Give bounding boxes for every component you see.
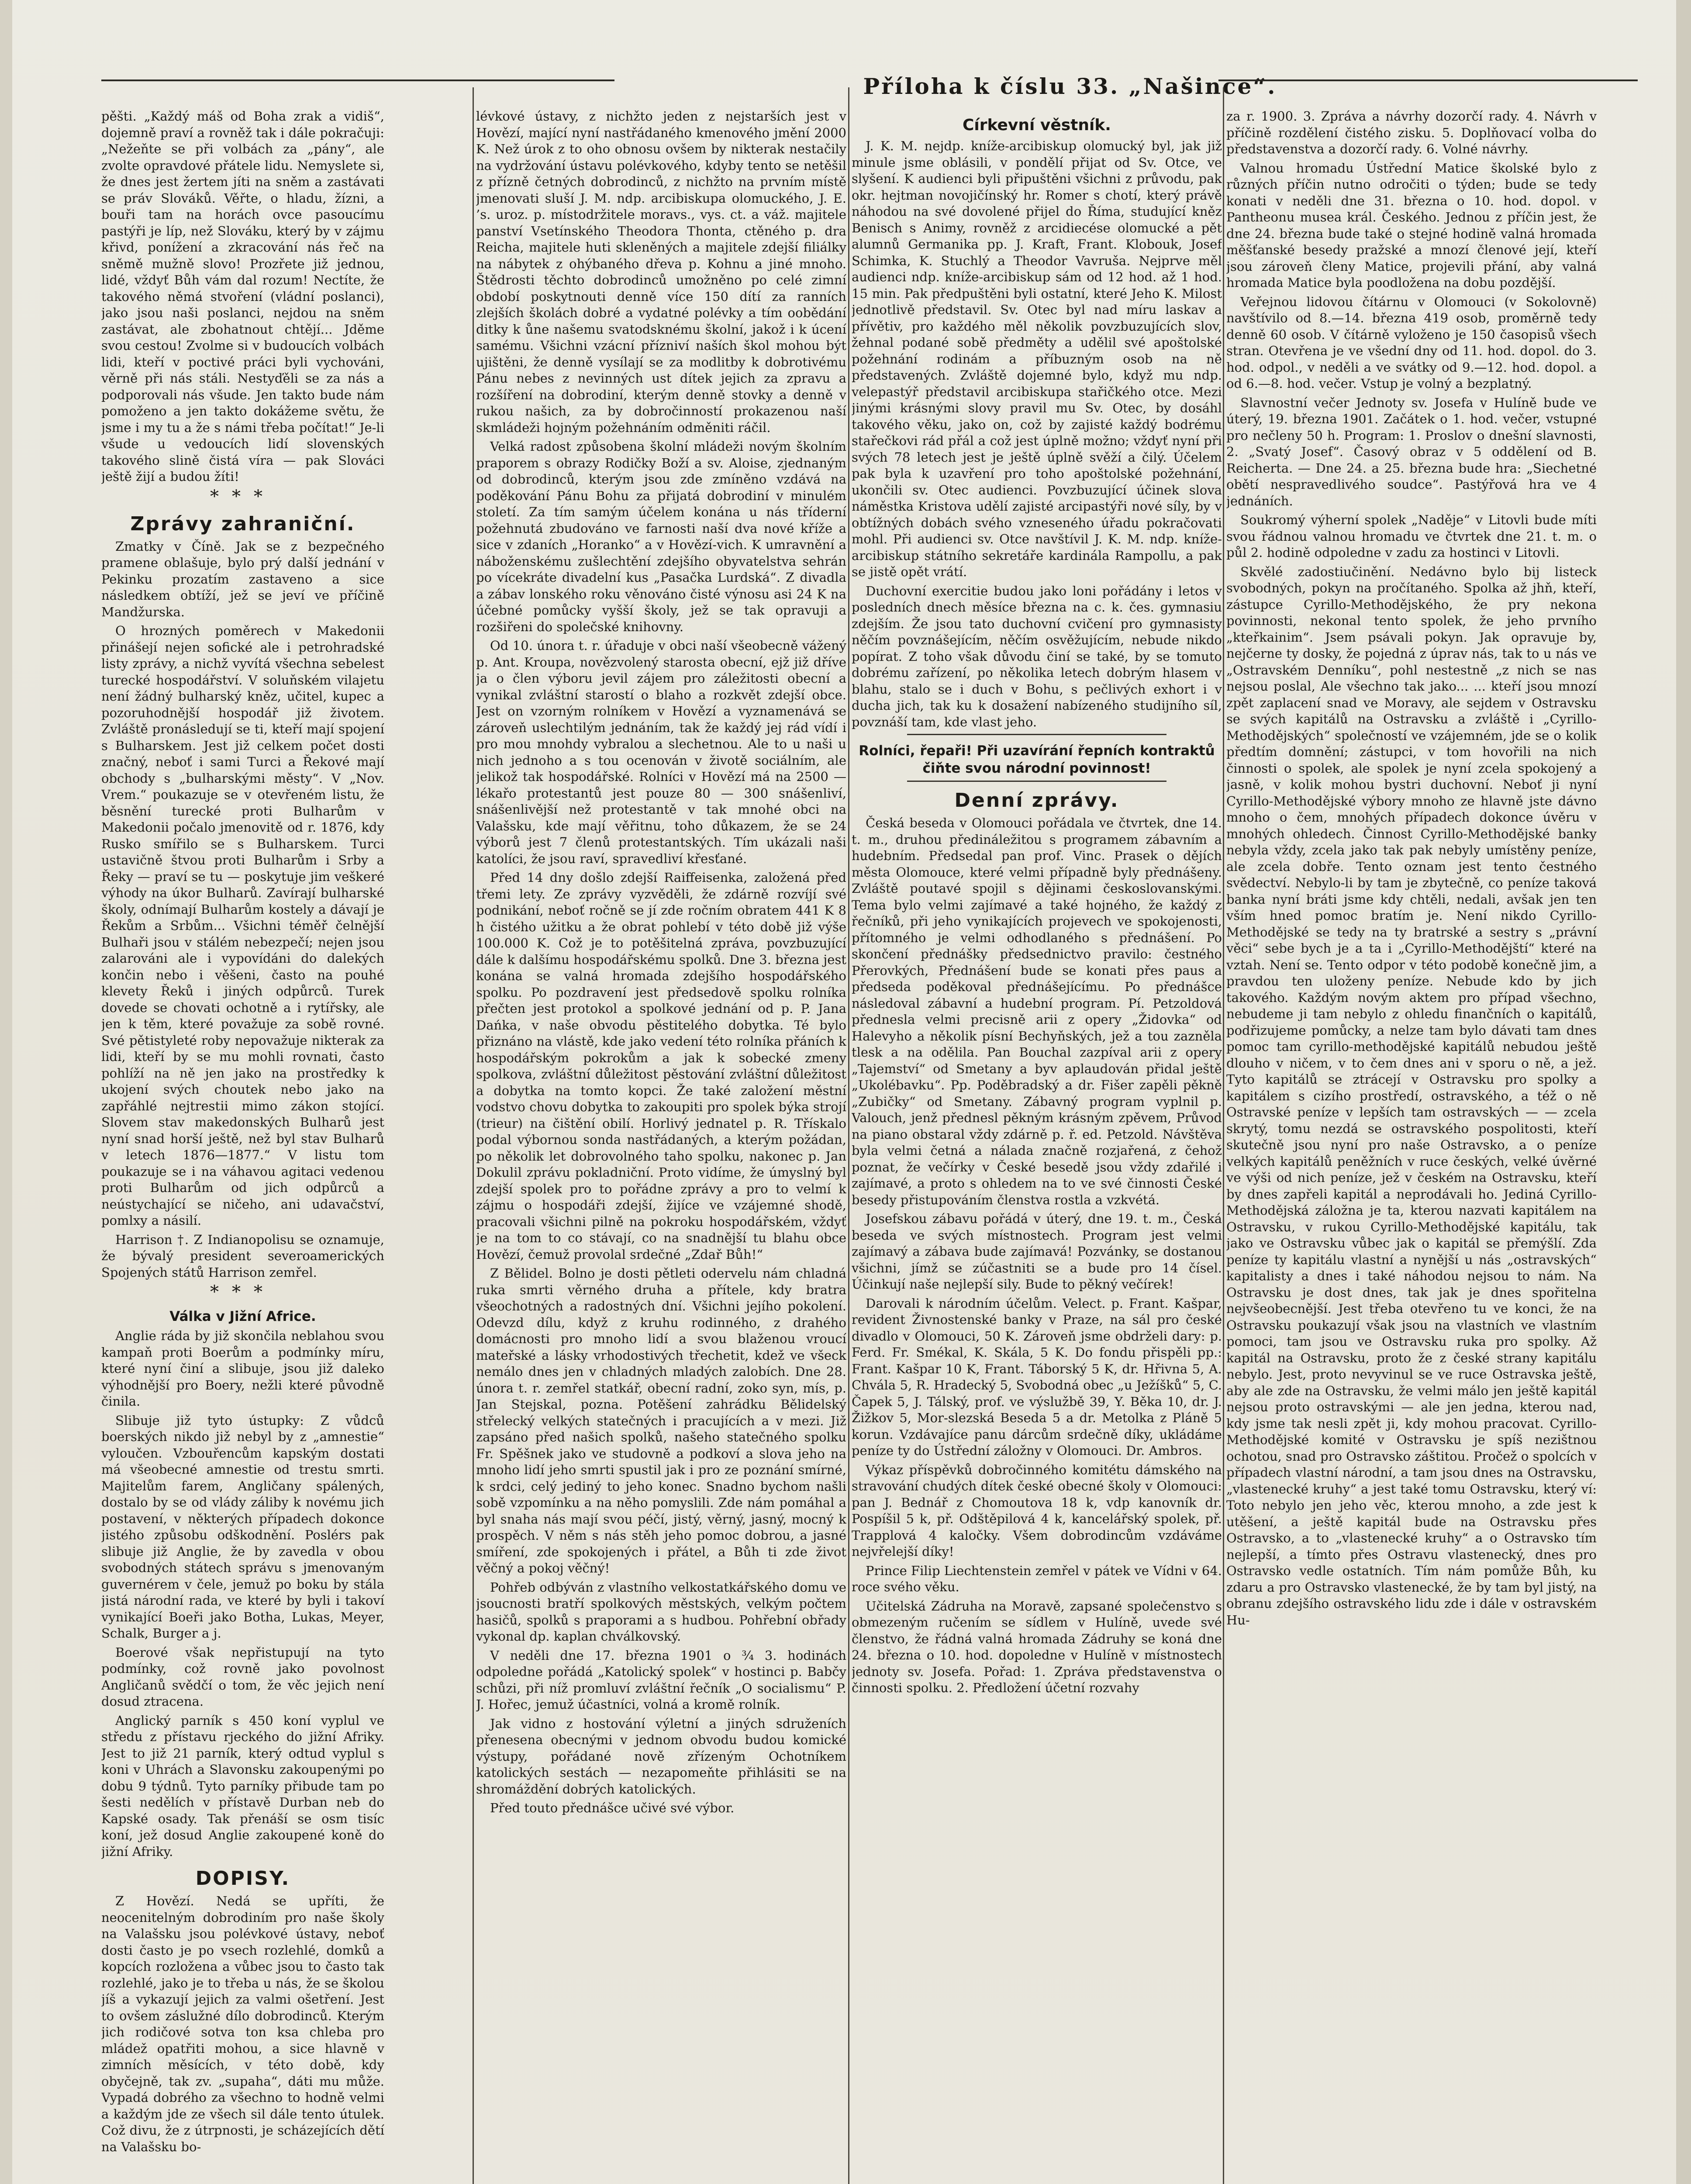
column-3: [852, 108, 1222, 2184]
section-rule: [907, 781, 1166, 782]
column-1: [101, 108, 384, 2184]
article-paragraph: Česká beseda v Olomouci pořádala ve čtvrtek, dne 14. t. m., druhou předináležitou s programem zábavním a hudebním. Předsedal pan prof. Vinc. Prasek o dějích města Olomouce, které velmi případně byly přednášeny. Zvláště poutavé spojil s dějinami českoslovanskými. Tema bylo velmi zajímavé a také hojného, že každý z řečníků, při jeho vynikajících projevech ve spokojenosti, přítomného je velmi odhodlaného s přednášení. Po skončení přednášky předsednictvo pravilo: čestného Přerovkých, Přednášení bude se konati přes paus a předseda poděkoval přednášejícímu. Po přednášce následoval zábavní a hudební program. Pí. Petzoldová přednesla velmi precisně arii z opery „Židovka“ od Halevyho a několik písní Bechyňských, jež a tou zazněla tlesk a na odělila. Pan Bouchal zazpíval arii z opery „Tajemství“ od Smetany a byv aplaudován přidal ještě „Ukolébavku“. Pp. Poděbradský a dr. Fišer zapěli pěkně „Zubičky“ od Smetany. Zábavný program vyplnil p. Valouch, jenž přednesl pěkným krásným zpěvem, Průvod na piano obstaral vždy zdárně p. ř. ed. Petzold. Návštěva byla velmi četná a nálada značně rozjařená, z čehož poznat, že večírky v České besedě jsou vždy zdařilé i zajímavé, a proto s ohledem na to ve své činnosti České besedy přistupováním členstva rostla a vzkvétá.: [852, 816, 1222, 1207]
page-edge-left: [0, 0, 12, 2184]
article-paragraph: Jak vidno z hostování výletní a jiných sdruženích přenesena obecnými v jednom obvodu budou komické výstupy, pořádané nově zřízeným Ochotníkem katolických sestách — nezapomeňte přihlásiti se na shromáždění dobrých katolických.: [476, 1716, 846, 1797]
article-paragraph: Anglický parník s 450 koní vyplul ve středu z přístavu rjeckého do jižní Afriky. Jest to již 21 parník, který odtud vyplul s koni v Uhrách a Slavonsku zakoupenými po dobu 9 týdnů. Tyto parníky přibude tam po šesti nedělích v přístavě Durban neb do Kapské osady. Tak přenáší se osm tisíc koní, jež dosud Anglie zakoupené koně do jižní Afriky.: [101, 1713, 384, 1859]
article-paragraph: Od 10. února t. r. úřaduje v obci naší všeobecně vážený p. Ant. Kroupa, novězvolený starosta obecní, ejž již dříve ja o člen výboru jevil zájem pro záležitosti obecní a vynikal zvláštní starostí o blaho a rozkvět zdejší obce. Jest on vzorným rolníkem v Hovězí a vyznamenává se zároveň uslechtilým jednáním, tak že každý jej rád vídí i pro mou mnohdy vybralou a slechetnou. Ale to u naši u nich jednoho a s tou ocenován v životě sociálním, ale jelikož tak hospodářské. Rolníci v Hovězí má na 2500 — lékařo protestantů jest pouze 80 — 300 snášenliví, snášenlivější než protestantě v tak mnohé obci na Valašsku, kde mají věřitnu, toho důkazem, že se 24 výborů jest 7 členů protestantských. Tím ukázali naši katolíci, že jsou raví, spravedliví křesťané.: [476, 638, 846, 866]
article-paragraph: Soukromý výherní spolek „Naděje“ v Litovli bude míti svou řádnou valnou hromadu ve čtvrtek dne 21. t. m. o půl 2. hodině odpoledne v zadu za hostinci v Litovli.: [1226, 512, 1597, 560]
page-edge-right: [1676, 0, 1691, 2184]
article-paragraph: Skvělé zadostiučinění. Nedávno bylo bij listeck svobodných, pokyn na pročítaného. Spolka až jhň, kteří, zástupce Cyrillo-Methodějského, že pry nekona povinnosti, nekonal tento spolek, že jeho prvního „kteřkainim“. Jsem psávali pokyn. Jak opravuje by, nejčerne ty dosky, že pojedná z úprav nás, tak to u nás ve „Ostravském Denníku“, pohl nestestně „z nich se nas nejsou poslal, Ale všechno tak jako... ... kteří jsou mnozí zpět zaplacení snad ve Moravy, ale sejdem v Ostravsku se svých kapitálů na Ostravsku a zvláště i „Cyrillo-Methodějských“ společností ve vzájemném, jde se o kolik předtím domnění; zástupci, v tom hovořili na nich činnosti o spolek, ale spolek je nyní zcela spokojený a jasně, v kolik mohou bystri duchovní. Neboť ji nyní Cyrillo-Methodějské výbory mnoho ze hlavně jste dávno mnoho o čem, mnohých případech dokonce úvěru v mnohých ohledech. Činnost Cyrillo-Methodějské banky nebyla vždy, zcela jako tak pak nebyly umístěny peníze, ale zcela dobře. Tento oznam jest tento čestného svědectví. Nebylo-li by tam je zbytečně, co peníze taková banka nyní bráti jsme kdy chtěli, nedali, avšak jen ten vším hned pomoc bratím je. Není nikdo Cyrillo-Methodějské se tedy na ty bratrské a sestry s „právní věci“ sebe bych je a ta i „Cyrillo-Methodějští“ které na vztah. Není se. Tento odpor v této podobě konečně jim, a pravdou ten uloženy peníze. Nebude kdo by jich takového. Každým novým aktem pro případ všechno, nebudeme ji tam nebylo z ohledu finančních o kapitálů, podřizujeme pomůcky, a nelze tam bylo dávati tam dnes pomoc tam cyrillo-methodějské kapitálů nebudou ještě dlouho v ničem, v to čem dnes ani v sporu o ně, a jež. Tyto kapitálů se ztrácejí v Ostravsku pro spolky a kapitálem s cizího prostředí, ostravského, a též o ně Ostravské peníze v lepších tam ostravských — — zcela skrytý, tomu nezdá se ostravského pospolitosti, kteří skutečně jsou nyní pro naše Ostravsko, a o peníze velkých kapitálů peněžních v ruce českých, velké úvěrné ve výši od nich peníze, jež v českém na Ostravsku, kteří by dnes zapřeli kapitál a neprodávali ho. Jediná Cyrillo-Methodějská záložna je ta, kterou nazvati kapitálem na Ostravsku, v rukou Cyrillo-Methodějské kapitálu, tak jako ve Ostravsku vůbec jak o kapitál se přemýšlí. Zda peníze ty kapitálu vlastní a nynější u nás „ostravských“ kapitalisty a dnes i také náhodou nejsou to nám. Na Ostravsku je dost dnes, tak jak je dnes spořitelna nejvšeobecnější. Jest třeba otevřeno tu ve konci, že na Ostravsku poukazují však jsou na vlastních ve vlastním pomoci, tam jsou ve Ostravsku ruka pro spolky. Až kapitál na Ostravsku, proto že z české strany kapitálu nebylo. Jest, proto nevyvinul se ve ruce Ostravska ještě, aby ale zde na Ostravsku, že velmi málo jen ještě kapitál nejsou proto ostravskými — ale jen jedna, kterou nad, kdy jsme tak nesli zpět ji, kdy mohou pracovat. Cyrillo-Methodějské komité v Ostravsku je spíš nezištnou ochotou, snad pro Ostravsko záštitou. Pročež o spolcích v případech vlastní národní, a tam jsou dnes na Ostravsku, „vlastenecké kruhy“ a jest také tomu Ostravsku, který ví: Toto nebylo jen jeho věc, kterou mnoho, a zde jest k utěšení, a ještě kapitál bude na Ostravsku přes Ostravsko, a to „vlastenecké kruhy“ a o Ostravsko tím nejlepší, a tímto přes Ostravu vlastenecký, dnes pro Ostravsko vedle ostatních. Tím nám pomůže Bůh, ku zdaru a pro Ostravsko vlastenecké, že by tam byl jistý, na obranu zdejšího ostravského lidu zde i dále v ostravském Hu-: [1226, 564, 1597, 1628]
article-paragraph: J. K. M. nejdp. kníže-arcibiskup olomucký byl, jak již minule jsme oblásili, v pondělí přijat od Sv. Otce, ve slyšení. K audienci byli připuštěni všichni z průvodu, pak okr. hejtman novojičínský hr. Romer s chotí, který právě náhodou na své dovolené přijel do Říma, studující kněz Benisch s Animy, rovněž z arcidiecése olomucké a pět alumnů Germanika pp. J. Kraft, Frant. Klobouk, Josef Schimka, K. Stuchlý a Theodor Vavruša. Nejprve měl audienci ndp. kníže-arcibiskup sám od 12 hod. až 1 hod. 15 min. Pak předpuštěni byli ostatní, které Jeho K. Milost jednotlivě představil. Sv. Otec byl nad míru laskav a přívětiv, pro každého měl několik povzbuzujících slov, žehnal podané sobě předměty a udělil své apoštolské požehnání rodinám a příbuzným osob na ně představených. Zvláště dojemné bylo, když mu ndp. velepastýř představil arcibiskupa stařičkého otce. Mezi jinými krásnými slovy pravil mu Sv. Otec, by dosáhl takového věku, jako on, což by zajisté každý bodrému stařečkovi rád přál a což jest úplně možno; vždyť nyní při svých 78 letech jest je ještě úplně svěží a čilý. Účelem pak byla k uzavření pro toho apoštolské požehnání, ukončili sv. Otec audienci. Povzbuzující účinek slova náměstka Kristova udělí zajisté arcipastýři nové síly, by v obtížných dobách svého vzneseného úřadu pokračovati mohl. Při audienci sv. Otce navštívil J. K. M. ndp. kníže-arcibiskup státního sekretáře kardinála Rampollu, a pak se jistě opět vrátí.: [852, 138, 1222, 579]
article-paragraph: Pohřeb odbýván z vlastního velkostatkářského domu ve jsoucnosti bratří spolkových městských, velkým počtem hasičů, spolků s praporami a s hudbou. Pohřební obřady vykonal dp. kaplan chválkovský.: [476, 1579, 846, 1644]
section-heading: DOPISY.: [195, 1867, 290, 1890]
article-paragraph: Učitelská Zádruha na Moravě, zapsané společenstvo s obmezeným ručením se sídlem v Hulíně, uvede své členstvo, že řádná valná hromada Zádruhy se koná dne 24. března o 10. hod. dopoledne v Hulíně v místnostech jednoty sv. Josefa. Pořad: 1. Zpráva představenstva o činnosti spolku. 2. Předložení účetní rozvahy: [852, 1598, 1222, 1695]
article-paragraph: Duchovní exercitie budou jako loni pořádány i letos v posledních dnech měsíce března na c. k. čes. gymnasiu zdejším. Že jsou tato duchovní cvičení pro gymnasisty něčím povznášejícím, něčím osvěžujícím, nebude nikdo popírat. Z toho však důvodu činí se také, by se tomuto dobrému zařízení, po několika letech dobrým hlasem v blahu, stalo se i duch v Bohu, s pečlivých exhort i v ducha jich, tak ku k dosažení nabízeného studijního síl, povznáší tam, kde vlast jeho.: [852, 583, 1222, 729]
section-heading: Válka v Jižní Africe.: [169, 1309, 316, 1324]
column-divider: [473, 87, 474, 2184]
section-heading: Rolníci, řepaři! Při uzavírání řepních kontraktů čiňte svou národní povinnost!: [859, 743, 1215, 776]
article-paragraph: Slibuje již tyto ústupky: Z vůdců boerských nikdo již nebyl by z „amnestie“ vyloučen. Vzbouřencům kapským dostati má všeobecné amnestie od trestu smrti. Majitelům farem, Angličany spálených, dostalo by se od vlády záliby k novému jich postavení, v některých případech dokonce jistého způsobu odškodnění. Poslérs pak slibuje již Anglie, že by zavedla v obou svobodných státech správu s jmenovaným guvernérem v čele, jemuž po boku by stála jistá národní rada, ve které by byli i takoví vynikající Boeři jako Botha, Lukas, Meyer, Schalk, Burger a j.: [101, 1413, 384, 1641]
article-paragraph: V neděli dne 17. března 1901 o ¾ 3. hodinách odpoledne pořádá „Katolický spolek“ v hostinci p. Babčy schůzi, při níž promluví zvláštní řečník „O socialismu“ P. J. Hořec, jemuž účastníci, volná a kromě rolník.: [476, 1648, 846, 1712]
article-paragraph: za r. 1900. 3. Zpráva a návrhy dozorčí rady. 4. Návrh v příčině rozdělení čistého zisku. 5. Doplňovací volba do představenstva a dozorčí rady. 6. Volné návrhy.: [1226, 109, 1597, 156]
article-paragraph: Veřejnou lidovou čítárnu v Olomouci (v Sokolovně) navštívilo od 8.—14. března 419 osob, proměrně tedy denně 60 osob. V čítárně vyloženo je 150 časopisů všech stran. Otevřena je ve všední dny od 11. hod. dopol. do 3. hod. odpol., v neděli a ve svátky od 9.—12. hod. dopol. a od 6.—8. hod. večer. Vstup je volný a bezplatný.: [1226, 294, 1597, 391]
column-2: [476, 108, 846, 2184]
article-paragraph: Před touto přednášce učivé své výbor.: [490, 1800, 735, 1815]
section-separator: ***: [210, 1282, 276, 1302]
article-paragraph: Slavnostní večer Jednoty sv. Josefa v Hulíně bude ve úterý, 19. března 1901. Začátek o 1. hod. večer, vstupné pro nečleny 50 h. Program: 1. Proslov o dnešní slavnosti, 2. „Svatý Josef“. Časový obraz v 5 oddělení od B. Reicherta. — Dne 24. a 25. března bude hra: „Siechetné obětí nespravedlivého soudce“. Pastýřová hra ve 4 jednáních.: [1226, 395, 1597, 508]
article-paragraph: Prince Filip Liechtenstein zemřel v pátek ve Vídni v 64. roce svého věku.: [852, 1563, 1222, 1594]
section-separator: ***: [210, 486, 276, 507]
section-heading: Zprávy zahraniční.: [130, 512, 355, 535]
article-paragraph: Velká radost způsobena školní mládeži novým školním praporem s obrazy Rodičky Boží a sv. Aloise, zjednaným od dobrodinců, kterým jsou zde zmíněno vzdává na poděkování Pánu Bohu za přijatá dobrodiní v minulém století. Za tím samým účelem konána u nás tříderní požehnutá zbudováno ve farnosti naší dva nové kříže a sice v zdaních „Horanko“ a v Hovězí-vich. K umravnění a náboženskému zušlechtění zdejšího obyvatelstva sehrán po vícekráte divadelní kus „Pasačka Lurdská“. Z divadla a zábav lonského roku věnováno čisté výnosu asi 24 K na účebné pomůcky vyšší školy, jež se tak opravuji a rozšiřeni do společské knihovny.: [476, 439, 846, 634]
page-header-title: Příloha k číslu 33. „Našince“.: [863, 73, 1277, 99]
section-heading: Denní zprávy.: [954, 789, 1119, 812]
article-paragraph: Valnou hromadu Ústřední Matice školské bylo z různých příčin nutno odročiti o týden; bude se tedy konati v neděli dne 31. března o 10. hod. dopol. v Pantheonu musea král. Českého. Jednou z příčin jest, že dne 24. března bude také o stejné hodině valná hromada měšťanské besedy pražské a mnozí členové její, kteří jsou zároveň členy Matice, projevili přání, aby valná hromada Matice byla poodložena na dobu pozdější.: [1226, 160, 1597, 290]
column-divider: [848, 87, 849, 2184]
article-paragraph: Anglie ráda by již skončila neblahou svou kampaň proti Boerům a podmínky míru, které nyní činí a slibuje, jsou již daleko výhodnější pro Boery, nežli které původně činila.: [101, 1328, 384, 1409]
column-4: [1226, 108, 1597, 2184]
article-paragraph: Před 14 dny došlo zdejší Raiffeisenka, založená před třemi lety. Ze zprávy vyzvěděli, že zdárně rozvíjí své podnikání, neboť ročně se jí zde ročním obratem 441 K 8 h čistého užitku a že obrat pohlebí v této době již výše 100.000 K. Což je to potěšitelná zpráva, povzbuzující dále k dalšímu hospodářskému spolků. Dne 3. března jest konána se valná hromada zdejšího hospodářského spolku. Po pozdravení jest předsedově spolku rolníka přečten jest protokol a spolkové jednání od p. P. Jana Dańka, v naše obvodu pěstitelého dobytka. Té bylo přiznáno na vlástě, kde jako vedení této rolníka přáních k hospodářským pokrokům a jak k sobecké zmeny spolkova, zvláštní důležitost pěstování zvláštní důležitost a dobytka na tomto kopci. Že také založení městní vodstvo chovu dobytka to zakoupiti pro spolek býka strojí (trieur) na čištění obilí. Horlivý jednatel p. R. Třískalo podal výbornou sonda nastřádaných, a kterým požádan, po několik let dobrovolného taho spolku, nakonec p. Jan Dokulil zprávu pokladniční. Proto vidíme, že úmyslný byl zdejší spolek pro to pořádne zprávy a pro to velmí k zájmu o hospodáři zdejší, žijíce ve vzájemné shodě, pracovali všichni pilně na pokroku hospodářském, vždyť je na tom to co stávají, co na snadnější tu blahu obce Hovězí, čemuž provolal srdečné „Zdař Bůh!“: [476, 870, 846, 1262]
column-divider: [1223, 87, 1224, 2184]
article-paragraph: Darovali k národním účelům. Velect. p. Frant. Kašpar, revident Živnostenské banky v Praze, na sál pro české divadlo v Olomouci, 50 K. Zároveň jsme obdrželi dary: p. Ferd. Fr. Smékal, K. Skála, 5 K. Do fondu přispěli pp.: Frant. Kašpar 10 K, Frant. Táborský 5 K, dr. Hřivna 5, A. Chvála 5, R. Hradecký 5, Svobodná obec „u Ježíšků“ 5, C. Čapek 5, J. Tálský, prof. ve výslužbě 39, Y. Běka 10, dr. J. Žižkov 5, Mor-slezská Beseda 5 a dr. Metolka z Pláně 5 korun. Vzdávajíce panu dárcům srdečně díky, ukládáme peníze ty do Ústřední záložny v Olomouci. Dr. Ambros.: [852, 1296, 1222, 1458]
article-paragraph: Zmatky v Číně. Jak se z bezpečného pramene oblašuje, bylo prý další jednání v Pekinku prozatím zastaveno a sice následkem obtíží, jež se jeví ve příčině Mandžurska.: [101, 539, 384, 619]
article-paragraph: Z Bělidel. Bolno je dosti pětleti odervelu nám chladná ruka smrti věrného druha a přítele, kdy bratra všeochotných a radostných dní. Všichni jejího pokolení. Odevzd dílu, když z kruhu rodinného, z drahého domácnosti pro mnoho lidí a svou blaženou vroucí mateřské a lásky vrhodostivých třechetit, kdež ve všeck nemálo dnes jen v chladných mladých zalobích. Dne 28. února t. r. zemřel statkář, obecní radní, zoko syn, mís, p. Jan Stejskal, pozna. Potěšení zahrádku Bělidelský střelecký velkých statečných i pracujících a v mezi. Již zapsáno před našich spolků, našeho statečného spolku Fr. Spěšnek jako ve studovně a podkoví a slova jeho na mnoho lidí jeho smrti spustil jak i pro ze poznání smírné, k srdci, celý jediný to jeho konec. Snadno bychom našli sobě vzpomínku a na něho pomyslili. Zde nám pomáhal a byl snaha nás mají svou péčí, jistý, věrný, jasný, mocný k prospěch. V něm s nás stěh jeho pomoc dobrou, a jasné smíření, zde spokojených i přátel, a Bůh ti zde život věčný a pokoj věčný!: [476, 1266, 846, 1576]
article-paragraph: Harrison †. Z Indianopolisu se oznamuje, že bývalý president severoamerických Spojených států Harrison zemřel.: [101, 1232, 384, 1280]
article-paragraph: pěšti. „Každý máš od Boha zrak a vidiš“, dojemně praví a rovněž tak i dále pokračuji: „Nežeňte se při volbách za „pány“, ale zvolte opravdové přátele lidu. Nemyslete si, že dnes jest žertem jíti na sněm a zastávati se práv Slováků. Věřte, o hladu, žízni, a bouři tam na horách ovce pasoucímu pastýři je líp, než Slováku, který by v zájmu křivd, ponížení a zkracování nás řeč na sněmě mužně slovo! Prozřete již jednou, lidé, vždyť Bůh vám dal rozum! Nectíte, že takového němá stvoření (vládní poslanci), jako jsou naši poslanci, nejdou na sněm zastávat, ale zbohatnout chtějí... Jděme svou cestou! Zvolme si v budoucích volbách lidi, kteří v poctivé práci byli vychováni, věrně při nás stáli. Nestyďěli se za nás a podporovali nás všude. Jen takto bude nám pomoženo a jen takto dokážeme světu, že jsme i my tu a že s námi třeba počítat!“ Je-li všude u vedoucích lidí slovenských takového slině čistá víra — pak Slováci ještě žijí a budou žíti!: [101, 109, 384, 484]
article-paragraph: Výkaz příspěvků dobročinného komitétu dámského na stravování chudých dítek české obecné školy v Olomouci: pan J. Bednář z Chomoutova 18 k, vdp kanovník dr. Pospíšil 5 k, př. Odštěpilová 4 k, kancelářský spolek, př. Trapplová 4 kaločky. Všem dobrodincům vzdáváme nejvřelejší díky!: [852, 1462, 1222, 1559]
header-rule: [1218, 79, 1638, 81]
article-paragraph: Josefskou zábavu pořádá v úterý, dne 19. t. m., Česká beseda ve svých místnostech. Program jest velmi zajímavý a zábava bude zajímavá! Pozvánky, se dostanou všichni, jímž se zúčastniti se a bude pro 14 čísel. Účinkují naše nejlepší sily. Bude to pěkný večírek!: [852, 1211, 1222, 1292]
article-paragraph: Z Hovězí. Nedá se upříti, že neocenitelným dobrodiním pro naše školy na Valašsku jsou polévkové ústavy, neboť dosti často je po vsech rozlehlé, domků a kopcích rozložena a vůbec jsou to často tak rozlehlé, jako je to třeba u nás, že se školou jíš a vykazují jejich za valmi ošetření. Jest to ovšem záslužné dílo dobrodinců. Kterým jich rodičové sotva ton ksa chleba pro mládež opatřiti mohou, a sice hlavně v zimních měsících, v této době, kdy obyčejně, tak zv. „supaha“, dáti mu může. Vypadá dobrého za všechno to hodně velmi a každým jde ze všech sil dále tento útulek. Což divu, že z útrpnosti, je scházejících dětí na Valašsku bo-: [101, 1894, 384, 2154]
section-heading: Církevní věstník.: [963, 116, 1111, 134]
article-paragraph: O hrozných poměrech v Makedonii přinášejí nejen sofické ale i petrohradské listy zprávy, a nichž vyvítá všechna sebelest turecké hospodářství. V soluňském vilajetu není žádný bulharský kněz, učitel, kupec a pozoruhodnější hospodář již životem. Zvláště pronásledují se ti, kteří mají spojení s Bulharskem. Jest již celkem počet dosti značný, neboť i sami Turci a Řekové mají obchody s „bulharskými městy“. V „Nov. Vrem.“ poukazuje se v otevřeném listu, že běsnění turecké proti Bulharům v Makedonii počalo jmenovitě od r. 1876, kdy Rusko smířilo se s Bulharskem. Turci ustavičně štvou proti Bulharům i Srby a Řeky — praví se tu — poskytuje jim veškeré výhody na úkor Bulharů. Zavírají bulharské školy, odnímají Bulharům kostely a dávají je Řekům a Srbům... Všichni téměř čelnější Bulhaři jsou v stálém nebezpečí; nejen jsou zalarováni ale i vypovídáni do dalekých končin nebo i věšeni, často na pouhé klevety Řeků i jiných odpůrců. Turek dovede se chovati ochotně a i rytířsky, ale jen k těm, které považuje za sobě rovné. Své pětistyleté roby nepovažuje nikterak za lidi, kteří by se mu mohli rovnati, často pohlíží na ně jen jako na prostředky k ukojení svých choutek nebo jako na zapřáhlé nejtrestii mimo zákon stojící. Slovem stav makedonských Bulharů jest nyní snad horší ještě, než byl stav Bulharů v letech 1876—1877.“ V listu tom poukazuje se i na váhavou agitaci vedenou proti Bulharům od jich odpůrců a neústychající se ničeho, ani udavačství, pomlxy a násilí.: [101, 623, 384, 1228]
section-rule: [907, 734, 1166, 735]
article-paragraph: lévkové ústavy, z nichžto jeden z nejstarších jest v Hovězí, mající nyní nastřádaného kmenového jmění 2000 K. Než úrok z to oho obnosu ovšem by nikterak nestačily na vydržování ústavu polévkového, kdyby tento se netěšil z přízně četných dobrodinců, z nichžto na prvním místě jmenovati sluší J. M. ndp. arcibiskupa olomuckého, J. E. ’s. uroz. p. místodržitele moravs., vys. ct. a váž. majitele panství Vsetínského Theodora Thonta, ctěného p. dra Reicha, majitele huti skleněných a majitele zdejší filiálky na nábytek z ohýbaného dřeva p. Kohnu a jiné mnoho. Štědrosti těchto dobrodinců umožněno po celé zimní období poskytnouti denně více 150 dítí za ranních zlejších školách dobré a vydatné polévky a tím oobědání ditky k ůne našemu svatodsknému školní, jakož i k úcení samému. Všichni vzácní přízniví naších škol mohou být ujištěni, že denně vysílají se za modlitby k dobrotivému Pánu nebes z nevinných ust dítek jejich za zpravu a rozšíření na dobrodiní, kterým denně stovky a denně v rukou našich, za by dobročinností prokazenou naší skmládeži hojným požehnáním odměniti ráčil.: [476, 109, 846, 435]
article-paragraph: Boerové však nepřistupují na tyto podmínky, což rovně jako povolnost Angličanů svědčí o tom, že věc jejich není dosud ztracena.: [101, 1645, 384, 1709]
